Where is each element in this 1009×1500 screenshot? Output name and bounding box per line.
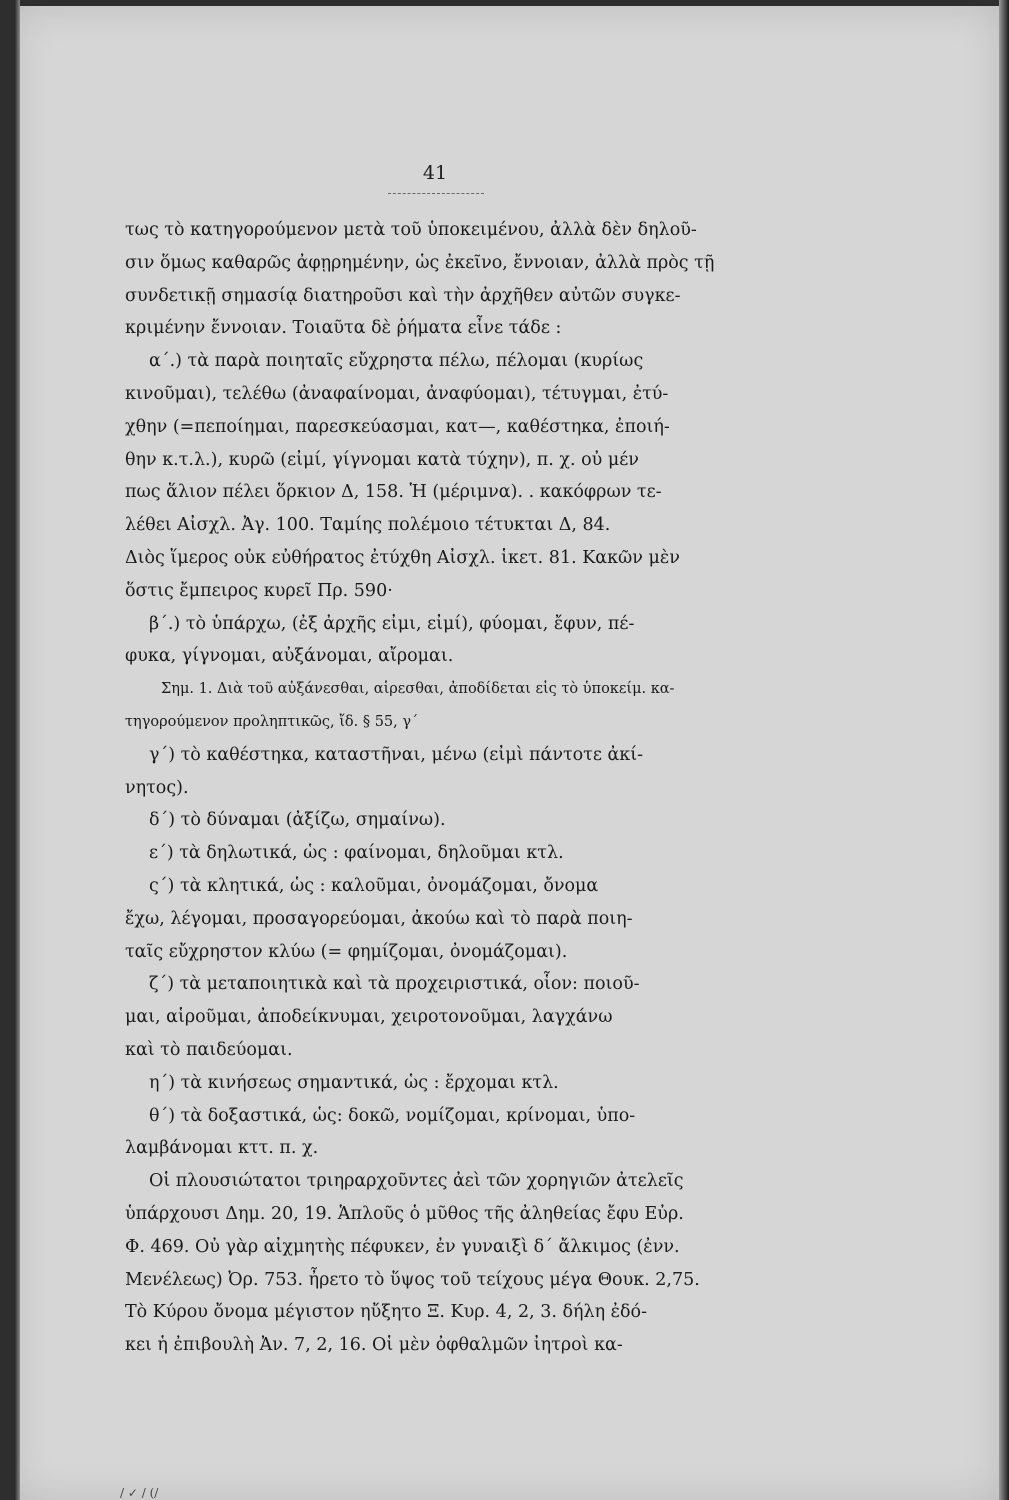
text-line: α΄.) τὰ παρὰ ποιηταῖς εὔχρηστα πέλω, πέλομαι (κυρίως: [149, 351, 644, 372]
text-line: χθην (=πεποίημαι, παρεσκεύασμαι, κατ—, καθέστηκα, ἐποιή-: [125, 416, 670, 437]
text-line: ἔχω, λέγομαι, προσαγορεύομαι, ἀκούω καὶ τὸ παρὰ ποιη-: [125, 908, 633, 929]
note-line: Σημ. 1. Διὰ τοῦ αὐξάνεσθαι, αἱρεσθαι, ἀποδίδεται εἰς τὸ ὑποκείμ. κα-: [161, 681, 675, 698]
text-line: ς΄) τὰ κλητικά, ὡς : καλοῦμαι, ὀνομάζομαι, ὄνομα: [149, 875, 599, 896]
text-line: ὑπάρχουσι Δημ. 20, 19. Ἁπλοῦς ὁ μῦθος τῆς ἀληθείας ἔφυ Εὐρ.: [125, 1203, 684, 1224]
page-number: 41: [422, 162, 448, 184]
text-line: λαμβάνομαι κττ. π. χ.: [125, 1138, 319, 1159]
text-line: κει ἡ ἐπιβουλὴ Ἀν. 7, 2, 16. Οἱ μὲν ὀφθαλμῶν ἰητροὶ κα-: [125, 1335, 623, 1356]
text-line: συνδετικῇ σημασίᾳ διατηροῦσι καὶ τὴν ἀρχῆθεν αὐτῶν συγκε-: [125, 285, 681, 306]
text-line: ε΄) τὰ δηλωτικά, ὡς : φαίνομαι, δηλοῦμαι κτλ.: [149, 843, 564, 864]
text-line: κινοῦμαι), τελέθω (ἀναφαίνομαι, ἀναφύομαι), τέτυγμαι, ἐτύ-: [125, 383, 669, 404]
bottom-handwritten-mark: / ✓ / (/: [120, 1486, 159, 1500]
text-line: δ΄) τὸ δύναμαι (ἀξίζω, σημαίνω).: [149, 810, 446, 831]
text-line: Τὸ Κύρου ὄνομα μέγιστον ηὔξητο Ξ. Κυρ. 4, 2, 3. δήλη ἐδό-: [125, 1302, 648, 1323]
text-line: θ΄) τὰ δοξαστικά, ὡς: δοκῶ, νομίζομαι, κρίνομαι, ὑπο-: [149, 1105, 636, 1126]
text-line: φυκα, γίγνομαι, αὐξάνομαι, αἴρομαι.: [125, 646, 454, 667]
text-line: καὶ τὸ παιδεύομαι.: [125, 1039, 293, 1060]
text-line: θην κ.τ.λ.), κυρῶ (εἰμί, γίγνομαι κατὰ τύχην), π. χ. οὐ μέν: [125, 449, 639, 470]
text-line: πως ἅλιον πέλει ὅρκιον Δ, 158. Ἡ (μέριμνα). . κακόφρων τε-: [125, 482, 662, 503]
text-line: λέθει Αἰσχλ. Ἀγ. 100. Ταμίης πολέμοιο τέτυκται Δ, 84.: [125, 515, 611, 536]
text-line: η΄) τὰ κινήσεως σημαντικά, ὡς : ἔρχομαι κτλ.: [149, 1072, 559, 1093]
text-line: Διὸς ἵμερος οὐκ εὐθήρατος ἐτύχθη Αἰσχλ. ἱκετ. 81. Κακῶν μὲν: [125, 547, 680, 568]
note-line: τηγορούμενον προληπτικῶς, ἴδ. § 55, γ΄: [125, 713, 419, 730]
page-right-edge: [999, 0, 1009, 1500]
text-line: β΄.) τὸ ὑπάρχω, (ἐξ ἀρχῆς εἰμι, εἰμί), φύομαι, ἔφυν, πέ-: [149, 613, 635, 634]
text-line: ζ΄) τὰ μεταποιητικὰ καὶ τὰ προχειριστικά, οἷον: ποιοῦ-: [149, 974, 640, 995]
text-line: κριμένην ἔννοιαν. Τοιαῦτα δὲ ῥήματα εἶνε τάδε :: [125, 318, 562, 339]
text-line: σιν ὅμως καθαρῶς ἀφῃρημένην, ὡς ἐκεῖνο, ἔννοιαν, ἀλλὰ πρὸς τῇ: [125, 252, 715, 273]
header-rule: [388, 193, 484, 194]
text-line: ταῖς εὔχρηστον κλύω (= φημίζομαι, ὀνομάζομαι).: [125, 941, 568, 962]
text-line: μαι, αἱροῦμαι, ἀποδείκνυμαι, χειροτονοῦμαι, λαγχάνω: [125, 1007, 613, 1028]
text-line: Οἱ πλουσιώτατοι τριηραρχοῦντες ἀεὶ τῶν χορηγιῶν ἀτελεῖς: [149, 1171, 684, 1192]
body-text: [125, 214, 765, 1362]
text-line: Φ. 469. Οὐ γὰρ αἰχμητὴς πέφυκεν, ἐν γυναιξὶ δ΄ ἄλκιμος (ἐνν.: [125, 1236, 680, 1257]
text-line: γ΄) τὸ καθέστηκα, καταστῆναι, μένω (εἰμὶ πάντοτε ἀκί-: [149, 744, 644, 765]
text-line: Μενέλεως) Ὀρ. 753. ἦρετο τὸ ὕψος τοῦ τείχους μέγα Θουκ. 2,75.: [125, 1269, 700, 1290]
text-line: νητος).: [125, 777, 189, 798]
text-line: τως τὸ κατηγορούμενον μετὰ τοῦ ὑποκειμένου, ἀλλὰ δὲν δηλοῦ-: [125, 220, 697, 240]
text-line: ὅστις ἔμπειρος κυρεῖ Πρ. 590·: [125, 580, 393, 601]
page-spine-edge: [14, 0, 20, 1500]
